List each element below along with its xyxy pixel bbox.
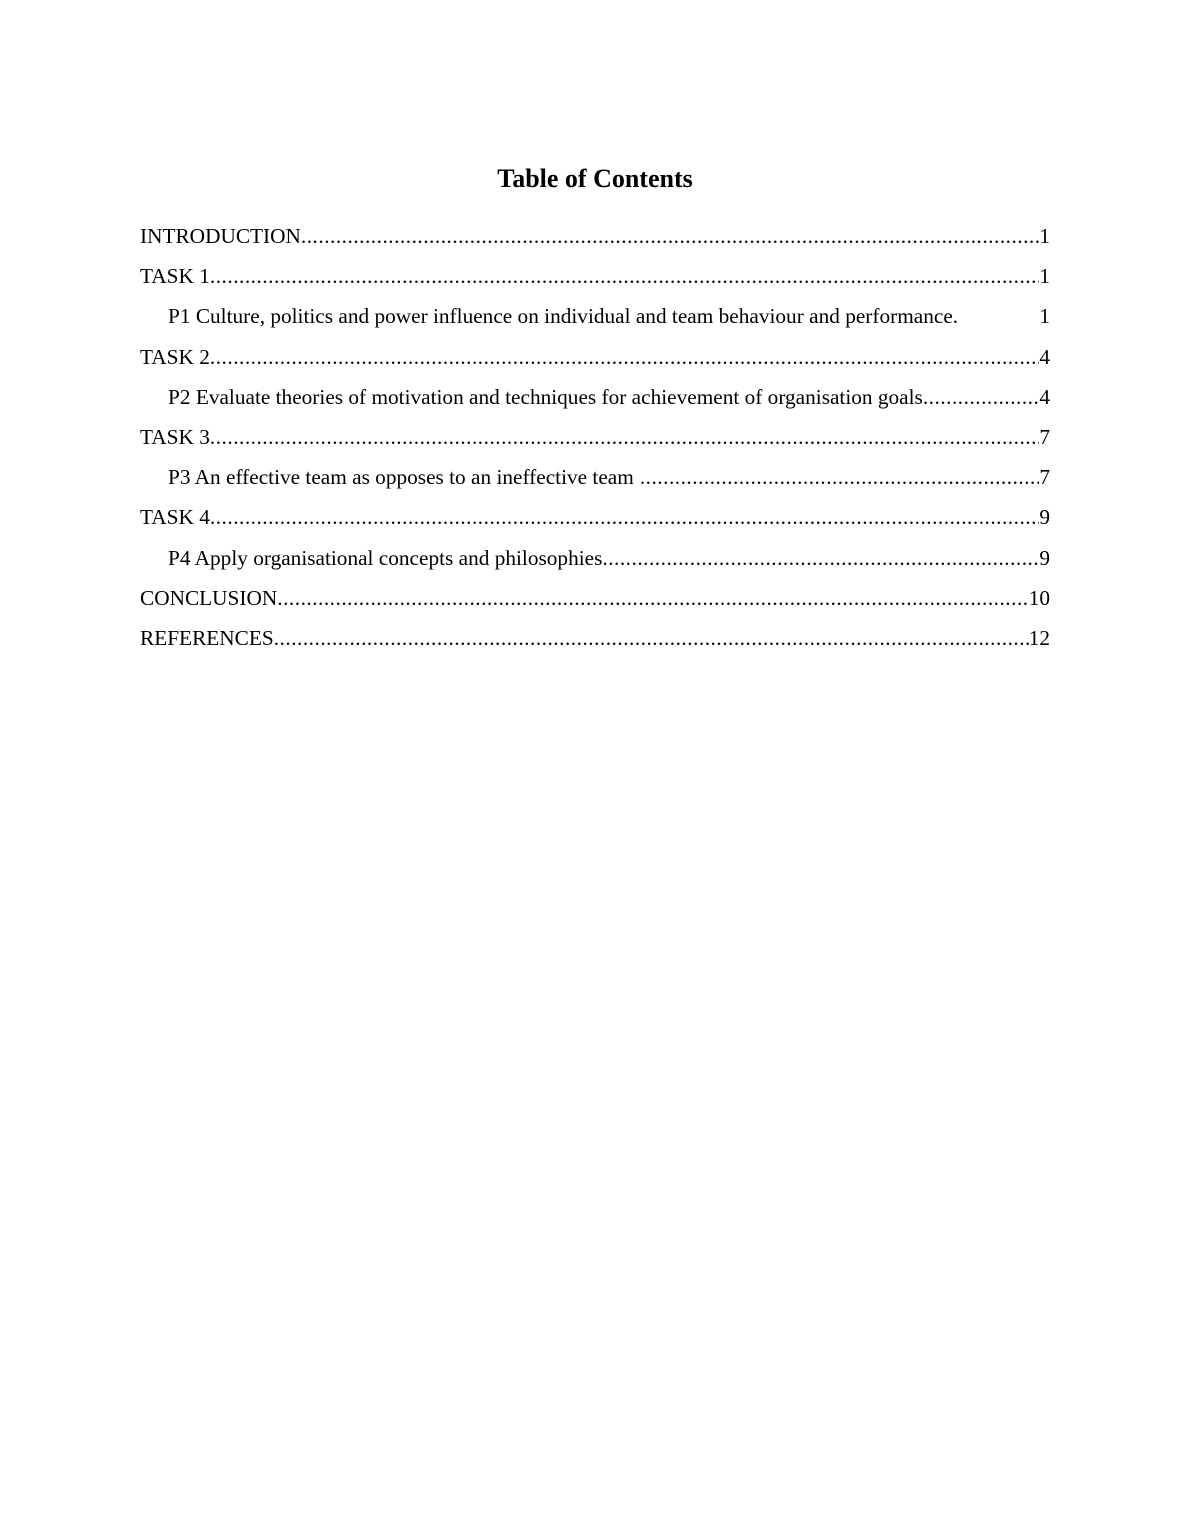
toc-entry-introduction[interactable]: [140, 220, 1050, 260]
toc-dot-leader: [301, 220, 1039, 252]
toc-page-number: 7: [1039, 424, 1050, 449]
toc-dot-leader: [210, 421, 1039, 453]
toc-entry-text: CONCLUSION: [140, 585, 278, 610]
toc-entry-text: P4 Apply organisational concepts and philosophies: [168, 545, 603, 570]
toc-page-number: 9: [1039, 545, 1050, 570]
toc-entry-text: P2 Evaluate theories of motivation and techniques for achievement of organisation goals: [168, 384, 923, 409]
toc-entry-text: TASK 1: [140, 264, 210, 289]
toc-entry-task-4[interactable]: [140, 501, 1050, 541]
toc-page-number: 4: [1039, 384, 1050, 409]
toc-page-number: 9: [1039, 505, 1050, 530]
toc-dot-leader: [210, 341, 1039, 373]
toc-entry-p1[interactable]: [140, 300, 1050, 340]
toc-entry-text: TASK 2: [140, 344, 210, 369]
toc-dot-leader: [210, 501, 1039, 533]
toc-page-number: 10: [1028, 585, 1050, 610]
toc-dot-leader: [274, 622, 1029, 654]
toc-entry-p3[interactable]: [140, 461, 1050, 501]
toc-entry-text: P3 An effective team as opposes to an ineffective team: [168, 465, 634, 490]
toc-entry-text: P1 Culture, politics and power influence on individual and team behaviour and performance.: [168, 304, 959, 329]
toc-entry-text: TASK 4: [140, 505, 210, 530]
toc-entry-p2[interactable]: [140, 381, 1050, 421]
toc-dot-leader: [210, 260, 1039, 292]
toc-page-number: 1: [1039, 304, 1050, 329]
toc-entry-references[interactable]: [140, 622, 1050, 662]
toc-page-number: 12: [1028, 625, 1050, 650]
toc-page-number: 4: [1039, 344, 1050, 369]
toc-list: [140, 220, 1050, 662]
toc-title: Table of Contents: [497, 164, 693, 193]
toc-dot-leader: [634, 461, 1040, 493]
toc-entry-text: TASK 3: [140, 424, 210, 449]
toc-entry-task-1[interactable]: [140, 260, 1050, 300]
toc-entry-p4[interactable]: [140, 542, 1050, 582]
toc-dot-leader: [277, 582, 1028, 614]
toc-entry-conclusion[interactable]: [140, 582, 1050, 622]
toc-entry-task-2[interactable]: [140, 341, 1050, 381]
toc-entry-task-3[interactable]: [140, 421, 1050, 461]
toc-page-number: 7: [1039, 465, 1050, 490]
toc-entry-text: REFERENCES: [140, 625, 274, 650]
toc-page-number: 1: [1039, 224, 1050, 248]
toc-page-number: 1: [1039, 264, 1050, 289]
toc-entry-text: INTRODUCTION: [140, 224, 301, 248]
toc-dot-leader: [923, 381, 1040, 413]
toc-dot-leader: [602, 542, 1039, 574]
